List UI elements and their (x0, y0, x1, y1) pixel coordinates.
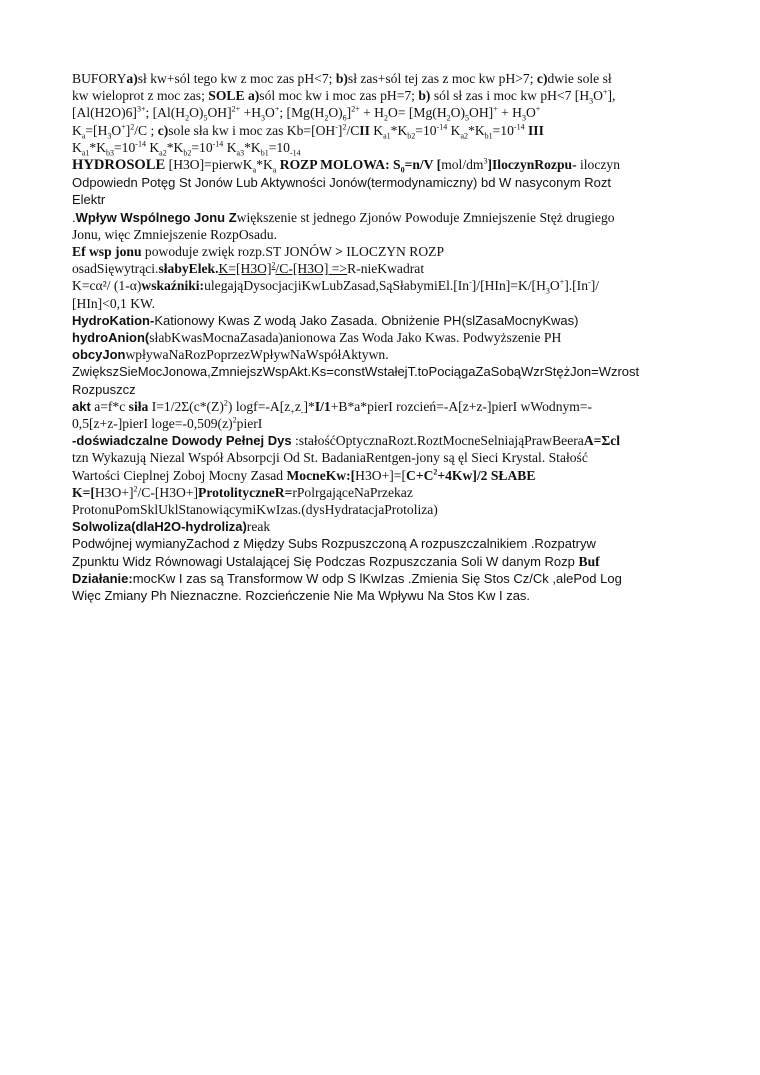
text-run: b2 (183, 148, 192, 157)
text-run: mol/dm (441, 157, 484, 173)
text-run: 2+ (231, 104, 241, 114)
text-run: /C-[H3O+] (137, 484, 199, 500)
text-run: =10 (268, 139, 290, 155)
text-run: K=cα²/ (1-α) (72, 278, 142, 294)
text-run: iloczyn (576, 157, 621, 173)
text-run: Rozpuszcz (72, 381, 136, 397)
text-line (72, 432, 692, 449)
text-run: ] (337, 122, 343, 138)
document-body (72, 70, 692, 604)
text-run: + (535, 104, 541, 114)
text-line (72, 484, 692, 501)
text-run: =n/V [ (404, 157, 442, 173)
text-run: + (290, 407, 295, 416)
text-run: + (274, 104, 280, 114)
text-run: reak (246, 519, 271, 535)
text-run: ] (346, 105, 352, 121)
text-run: 2 (342, 122, 347, 132)
text-run: mocKw I zas są Transformow W odp S lKwIzas .Zmienia Się Stos Cz/Ck ,alePod Log (132, 570, 622, 586)
text-run: 2 (223, 398, 228, 408)
text-run: ROZP MOLOWA: S (279, 157, 401, 173)
text-line (72, 191, 692, 208)
text-run: O) (450, 105, 465, 121)
text-run: OH] (207, 105, 232, 121)
text-run: - (469, 277, 472, 287)
text-run: c) (157, 122, 169, 138)
text-run: -14 (436, 122, 448, 132)
text-line (72, 363, 692, 380)
text-run: b1 (484, 131, 493, 139)
text-run: + (121, 122, 126, 132)
text-run: a=f*c (90, 398, 129, 414)
text-run: a2 (159, 148, 167, 157)
text-run: 6 (342, 114, 347, 122)
text-run: a (252, 165, 257, 175)
text-run: + (602, 87, 608, 97)
text-run: - (588, 277, 591, 287)
text-run: =[H (85, 122, 108, 138)
text-line (72, 243, 692, 260)
text-run: O (111, 122, 122, 138)
text-run: =10 (492, 122, 514, 138)
text-run: SOLE a) (208, 88, 260, 104)
text-run: ulegająDysocjacjiKwLubZasad,SąSłabymiEl.[In (204, 278, 470, 294)
text-run: rPolrgająceNaPrzekaz (292, 484, 413, 500)
text-run: 0 (400, 165, 405, 175)
text-run: kw wieloprot z moc zas; (72, 88, 209, 104)
text-run: b2 (407, 131, 416, 139)
text-run: a3 (236, 148, 245, 157)
text-run: *K (468, 122, 485, 138)
text-run: a2 (460, 131, 469, 139)
text-run: 2+ (351, 104, 360, 114)
text-run: sł zas+sól tej zas z moc kw pH>7; (347, 71, 537, 86)
text-run: *K (244, 139, 261, 155)
text-line (72, 312, 692, 329)
text-run: ]IloczynRozpu- (487, 157, 577, 173)
text-run: R-nieKwadrat (347, 261, 425, 277)
text-run: Ef wsp jonu (72, 244, 142, 260)
text-line (72, 398, 692, 415)
text-run: K (72, 139, 82, 155)
text-run: ILOCZYN ROZP (342, 244, 445, 260)
text-run: - (335, 122, 338, 132)
text-run: 3 (483, 156, 488, 166)
text-run: wpływaNaRozPoprzezWpływNaWspółAktywn. (125, 347, 389, 363)
text-run: BUFORY (72, 71, 127, 86)
text-run: O (593, 88, 603, 104)
text-run: ) logf=-A[z (227, 398, 291, 414)
text-run: ; [Al(H (145, 105, 186, 121)
text-run: 3 (545, 287, 550, 295)
text-run: I/1 (314, 398, 331, 414)
text-run: siła (128, 398, 149, 414)
text-run: + (559, 277, 565, 287)
text-run: słabKwasMocnaZasada)anionowa Zas Woda Jako Kwas. Podwyższenie PH (149, 330, 562, 346)
text-run: 2 (271, 260, 276, 270)
text-run: - (300, 407, 304, 416)
text-line (72, 122, 692, 139)
text-run: 2 (133, 484, 138, 494)
text-line (72, 87, 692, 104)
text-run: akt (72, 398, 91, 414)
text-run: *K (390, 122, 408, 138)
text-run: -14 (212, 139, 224, 149)
text-run: III (527, 122, 544, 138)
text-run: > (335, 244, 343, 260)
text-run: 5 (465, 114, 469, 122)
text-line (72, 535, 692, 552)
text-run: pierI (236, 416, 263, 432)
text-run: +B*a*pierI rozcień=-A[z+z-]pierI wWodnym=- (330, 398, 593, 414)
text-run: b3 (106, 148, 115, 157)
text-run: *K (166, 139, 184, 155)
text-run: Elektr (72, 192, 106, 208)
text-run: dwie sole sł (547, 71, 612, 86)
text-run: =10 (114, 139, 136, 155)
text-run: 3+ (136, 104, 146, 114)
text-run: *K (256, 157, 273, 173)
text-run: b) (418, 88, 431, 104)
text-run: O= [Mg(H (388, 105, 447, 121)
text-run: tzn Wykazują Niezal Współ Absorpcji Od St. BadaniaRentgen-jony są ęl Sieci Krystal. Stałość (72, 450, 588, 466)
text-run: O) (328, 105, 343, 121)
text-run: K (223, 139, 237, 155)
text-run: Solwoliza(dlaH2O-hydroliza) (72, 519, 247, 535)
text-run: b1 (260, 148, 269, 157)
text-run: O (549, 278, 560, 294)
text-run: HydroKation- (72, 312, 155, 328)
text-run: 2 (232, 415, 237, 425)
text-run: C+C (406, 467, 434, 483)
text-run: K=[H3O] (218, 261, 272, 277)
text-line (72, 449, 692, 466)
text-run: hydroAnion( (72, 330, 150, 346)
text-line (72, 226, 692, 243)
text-line (72, 174, 692, 191)
text-line (72, 139, 692, 156)
text-run: K (72, 122, 82, 138)
text-line (72, 260, 692, 277)
text-run: ; [Mg(H (279, 105, 325, 121)
text-run: /C (346, 122, 360, 138)
text-run: sól moc kw i moc zas pH=7; (259, 88, 419, 104)
text-run: + H (359, 105, 384, 121)
text-run: wskaźniki: (141, 278, 205, 294)
text-run: K (369, 122, 384, 138)
text-run: O) (189, 105, 204, 121)
text-run: b) (335, 71, 348, 86)
text-run: . (215, 261, 219, 277)
text-run: =10 (415, 122, 437, 138)
text-run: a (81, 131, 86, 139)
text-run: sól sł zas i moc kw pH<7 [H (430, 88, 590, 104)
text-run: II (359, 122, 370, 138)
text-run: ] (125, 122, 131, 138)
text-run: Jonu, więc Zmniejszenie RozpOsadu. (72, 226, 277, 242)
text-line (72, 587, 692, 604)
text-run: 3 (589, 96, 594, 105)
text-run: -14 (289, 148, 301, 157)
text-line (72, 415, 692, 432)
text-run: + (493, 104, 498, 114)
text-line (72, 381, 692, 398)
text-line (72, 467, 692, 484)
text-run: A=Σcl (583, 433, 621, 449)
text-run: sole sła kw i moc zas Kb=[OH (168, 122, 336, 138)
text-line (72, 70, 692, 87)
text-line (72, 553, 692, 570)
text-run: O (265, 105, 275, 121)
text-run: Wartości Cieplnej Zoboj Mocny Zasad (72, 467, 287, 483)
text-run: HYDROSOLE (72, 157, 166, 174)
text-run: ], (607, 88, 616, 104)
text-line (72, 518, 692, 535)
text-line (72, 104, 692, 121)
text-run: większenie st jednego Zjonów Powoduje Zmniejszenie Stęż drugiego (236, 209, 615, 225)
text-run: H3O+]=[ (355, 467, 406, 483)
text-run: powoduje zwięk rozp.ST JONÓW (141, 244, 336, 260)
text-run: Buf (578, 553, 600, 569)
text-run: 0,5[z+z-]pierI loge=-0,509(z) (72, 416, 233, 432)
text-run: 2 (185, 114, 190, 122)
text-run: 3 (521, 114, 526, 122)
text-run: a (272, 165, 277, 175)
text-line (72, 570, 692, 587)
text-run: +H (240, 105, 262, 121)
text-run: a) (126, 71, 138, 86)
text-run: ]* (303, 398, 315, 414)
text-run: +4Kw]/2 SŁABE (437, 467, 536, 483)
text-run: 2 (446, 114, 451, 122)
text-run: [H3O]=pierwK (165, 157, 253, 173)
text-run: . (72, 209, 76, 225)
text-line (72, 209, 692, 226)
text-run: MocneKw:[ (286, 467, 356, 483)
text-run: 2 (324, 114, 329, 122)
text-run: 5 (203, 114, 208, 122)
text-run: -14 (135, 139, 146, 149)
text-run: O (525, 105, 536, 121)
text-run: -doświadczalne Dowody Pełnej Dys (72, 433, 292, 449)
text-run: K (447, 122, 461, 138)
text-run: ]/[HIn]=K/[H (471, 278, 546, 294)
text-run: 3 (261, 114, 266, 122)
text-run: /C ; (134, 122, 158, 138)
text-run: =10 (191, 139, 213, 155)
text-line (72, 277, 692, 294)
text-run: Działanie: (72, 570, 133, 586)
text-run: *K (89, 139, 107, 155)
text-run: 3 (107, 131, 112, 139)
text-run: /C-[H3O] => (275, 261, 348, 277)
text-run: I=1/2Σ(c*(Z) (148, 398, 224, 414)
text-run: H3O+] (94, 484, 134, 500)
text-line (72, 156, 692, 174)
text-run: ].[In (564, 278, 589, 294)
text-run: :stałośćOptycznaRozt.RoztMocneSelniająPrawBeera (291, 433, 584, 449)
text-line (72, 295, 692, 312)
text-run: + H (497, 105, 522, 121)
text-run: słabyElek (158, 261, 216, 277)
text-run: Zpunktu Widz Równowagi Ustalającej Się Podczas Rozpuszczania Soli W danym Rozp (72, 553, 579, 569)
text-run: obcyJon (72, 347, 126, 363)
text-run: c) (536, 71, 548, 86)
text-run: ]/ (590, 278, 599, 294)
text-run: 2 (384, 114, 388, 122)
text-run: OH] (469, 105, 494, 121)
text-run: Kationowy Kwas Z wodą Jako Zasada. Obniżenie PH(slZasaMocnyKwas) (154, 312, 579, 328)
text-run: ProtonuPomSklUklStanowiącymiKwIzas.(dysHydratacjaProtoliza) (72, 502, 438, 518)
text-run: osadSięwytrąci. (72, 261, 159, 277)
text-line (72, 346, 692, 363)
text-run: sł kw+sól tego kw z moc zas pH<7; (137, 71, 336, 86)
text-run: Podwójnej wymianyZachod z Między Subs Rozpuszczoną A rozpuszczalnikiem .Rozpatryw (72, 536, 596, 552)
text-line (72, 501, 692, 518)
text-run: ProtolityczneR= (198, 484, 293, 500)
text-run: Odpowiedn Potęg St Jonów Lub Aktywności Jonów(termodynamiczny) bd W nasyconym Rozt (72, 175, 612, 191)
text-run: 2 (130, 122, 135, 132)
text-run: 2 (433, 467, 438, 477)
text-run: a1 (81, 148, 90, 157)
text-run: -14 (513, 122, 525, 132)
text-run: z (294, 398, 301, 414)
text-line (72, 329, 692, 346)
text-run: Więc Zmiany Ph Nieznaczne. Rozcieńczenie Nie Ma Wpływu Na Stos Kw I zas. (72, 588, 531, 604)
text-run: ZwiększSieMocJonowa,ZmniejszWspAkt.Ks=constWstałejT.toPociągaZaSobąWzrStężJon=Wzrost (72, 364, 640, 380)
text-run: [HIn]<0,1 KW. (72, 295, 156, 311)
text-run: K (145, 139, 160, 155)
text-run: Wpływ Wspólnego Jonu Z (75, 209, 237, 225)
text-run: [Al(H2O)6] (72, 105, 137, 121)
text-run: K=[ (72, 484, 95, 500)
text-run: a1 (383, 131, 391, 139)
